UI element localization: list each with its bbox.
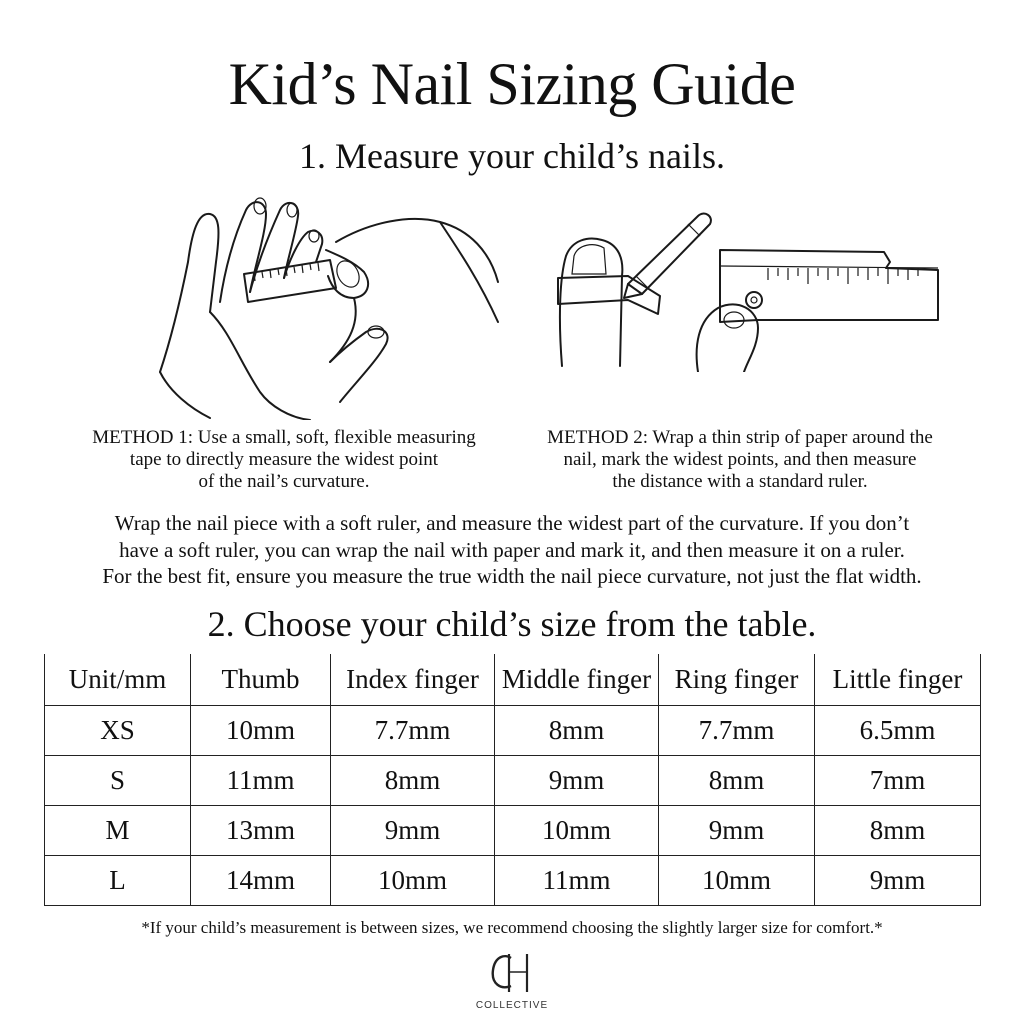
table-cell: XS bbox=[45, 706, 191, 756]
method-1-caption bbox=[64, 427, 504, 493]
method-1-line: of the nail’s curvature. bbox=[198, 471, 370, 492]
method-2-line: the distance with a standard ruler. bbox=[612, 471, 868, 492]
step-1-heading: 1. Measure your child’s nails. bbox=[299, 136, 725, 176]
table-cell: M bbox=[45, 806, 191, 856]
instructions-line: For the best fit, ensure you measure the true width the nail piece curvature, not just the flat width. bbox=[102, 564, 922, 588]
table-cell: 9mm bbox=[815, 856, 981, 906]
table-header: Thumb bbox=[191, 654, 331, 706]
table-cell: 8mm bbox=[331, 756, 495, 806]
table-cell: 8mm bbox=[659, 756, 815, 806]
table-cell: 10mm bbox=[495, 806, 659, 856]
table-cell: 10mm bbox=[659, 856, 815, 906]
table-cell: 14mm bbox=[191, 856, 331, 906]
table-header: Index finger bbox=[331, 654, 495, 706]
table-cell: 8mm bbox=[815, 806, 981, 856]
instructions-paragraph bbox=[40, 510, 984, 590]
method-1-line: tape to directly measure the widest point bbox=[129, 449, 439, 470]
ch-monogram-logo-icon bbox=[487, 950, 537, 994]
table-row bbox=[45, 856, 981, 906]
size-table bbox=[44, 654, 981, 906]
table-cell: 10mm bbox=[191, 706, 331, 756]
table-cell: 8mm bbox=[495, 706, 659, 756]
instructions-line: have a soft ruler, you can wrap the nail with paper and mark it, and then measure it on a ruler. bbox=[119, 537, 905, 562]
table-row bbox=[45, 806, 981, 856]
table-row bbox=[45, 756, 981, 806]
method-2-caption bbox=[520, 427, 960, 493]
table-cell: 13mm bbox=[191, 806, 331, 856]
hand-measuring-tape-icon bbox=[140, 192, 500, 420]
table-cell: 9mm bbox=[495, 756, 659, 806]
instructions-line: Wrap the nail piece with a soft ruler, and measure the widest part of the curvature. If you don’t bbox=[114, 511, 910, 535]
table-cell: 11mm bbox=[495, 856, 659, 906]
table-header: Ring finger bbox=[659, 654, 815, 706]
method-1-line: METHOD 1: Use a small, soft, flexible measuring bbox=[92, 427, 476, 448]
table-cell: 7.7mm bbox=[659, 706, 815, 756]
finger-paper-pencil-ruler-icon bbox=[548, 196, 948, 372]
table-cell: 9mm bbox=[659, 806, 815, 856]
table-cell: 6.5mm bbox=[815, 706, 981, 756]
table-cell: 7.7mm bbox=[331, 706, 495, 756]
footnote: *If your child’s measurement is between sizes, we recommend choosing the slightly larger size for comfort.* bbox=[141, 918, 883, 937]
table-header: Little finger bbox=[815, 654, 981, 706]
table-cell: S bbox=[45, 756, 191, 806]
table-header: Middle finger bbox=[495, 654, 659, 706]
table-cell: 11mm bbox=[191, 756, 331, 806]
table-header-row bbox=[45, 654, 981, 706]
table-header: Unit/mm bbox=[45, 654, 191, 706]
page-title: Kid’s Nail Sizing Guide bbox=[228, 51, 796, 117]
brand-name: COLLECTIVE bbox=[475, 1000, 549, 1011]
table-cell: 9mm bbox=[331, 806, 495, 856]
method-2-line: METHOD 2: Wrap a thin strip of paper around the bbox=[547, 427, 933, 448]
table-cell: L bbox=[45, 856, 191, 906]
step-2-heading: 2. Choose your child’s size from the table. bbox=[207, 604, 817, 644]
table-row bbox=[45, 706, 981, 756]
table-cell: 10mm bbox=[331, 856, 495, 906]
table-cell: 7mm bbox=[815, 756, 981, 806]
method-2-line: nail, mark the widest points, and then measure bbox=[563, 449, 917, 470]
